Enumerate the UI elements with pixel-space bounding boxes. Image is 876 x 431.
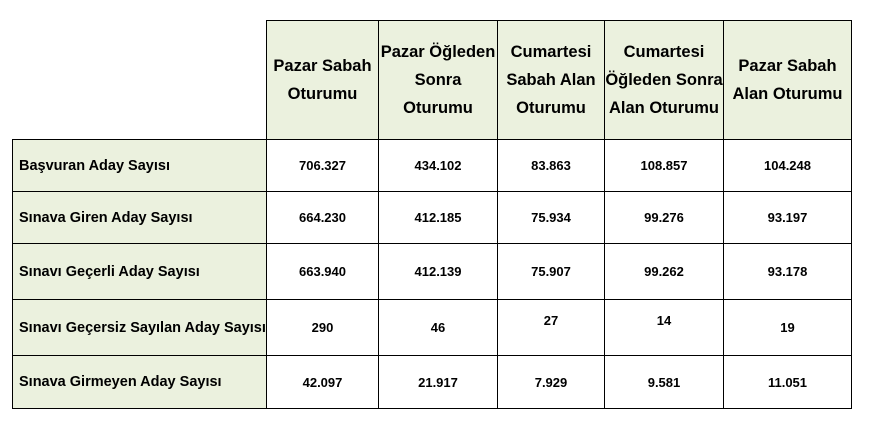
column-header-pazar-sabah [267,21,379,140]
table-row [13,140,852,192]
table-cell: 104.248 [724,140,852,192]
table-cell: 21.917 [379,356,498,409]
table-cell: 14 [605,300,724,356]
table-row [13,356,852,409]
table-cell: 75.934 [498,192,605,244]
table-cell: 93.178 [724,244,852,300]
column-header-pazar-sabah-alan [724,21,852,140]
column-header-cumartesi-sabah-alan [498,21,605,140]
candidate-statistics-table [12,20,852,409]
table-cell: 706.327 [267,140,379,192]
row-label: Sınavı Geçersiz Sayılan Aday Sayısı [13,300,267,356]
table-cell: 83.863 [498,140,605,192]
column-header-label: Pazar Sabah Oturumu [273,57,372,103]
table-cell: 412.139 [379,244,498,300]
corner-cell [13,21,267,140]
table-cell: 108.857 [605,140,724,192]
row-label: Başvuran Aday Sayısı [13,140,267,192]
column-header-pazar-ogleden-sonra [379,21,498,140]
table-cell: 19 [724,300,852,356]
table-cell: 412.185 [379,192,498,244]
table-cell: 7.929 [498,356,605,409]
column-header-label: Cumartesi Öğleden Sonra Alan Oturumu [605,43,723,117]
column-header-label: Pazar Sabah Alan Oturumu [732,57,843,103]
table-cell: 664.230 [267,192,379,244]
row-label: Sınava Giren Aday Sayısı [13,192,267,244]
column-header-label: Pazar Öğleden Sonra Oturumu [380,43,496,117]
table-cell: 663.940 [267,244,379,300]
table-cell: 290 [267,300,379,356]
row-label: Sınavı Geçerli Aday Sayısı [13,244,267,300]
table-cell: 99.262 [605,244,724,300]
table-cell: 42.097 [267,356,379,409]
table-row [13,300,852,356]
table-cell: 75.907 [498,244,605,300]
table-cell: 93.197 [724,192,852,244]
table-cell: 9.581 [605,356,724,409]
table-cell: 99.276 [605,192,724,244]
column-header-cumartesi-ogleden-sonra-alan [605,21,724,140]
column-header-label: Cumartesi Sabah Alan Oturumu [506,43,596,117]
table-cell: 27 [498,300,605,356]
row-label: Sınava Girmeyen Aday Sayısı [13,356,267,409]
table-cell: 434.102 [379,140,498,192]
table-cell: 11.051 [724,356,852,409]
table-row [13,244,852,300]
header-row [13,21,852,140]
table-row [13,192,852,244]
table-cell: 46 [379,300,498,356]
